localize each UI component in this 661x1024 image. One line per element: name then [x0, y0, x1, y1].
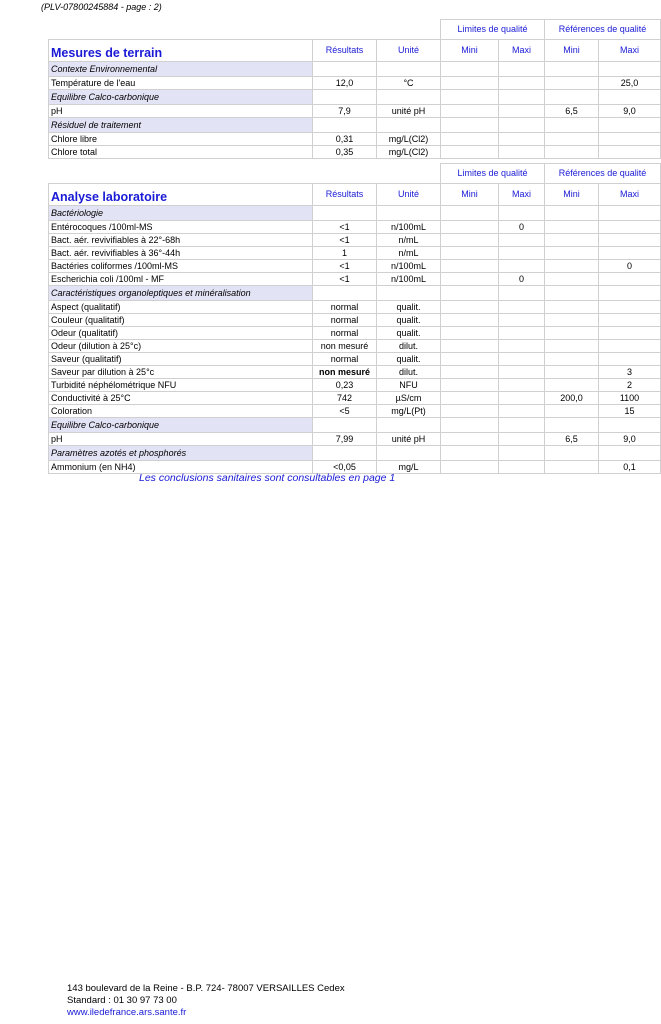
unit-value: n/100mL — [377, 273, 441, 286]
reference-min-value — [545, 314, 599, 327]
limit-min-column-header: Mini — [441, 40, 499, 62]
parameter-name: Bactéries coliformes /100ml-MS — [49, 260, 313, 273]
unit-value: n/100mL — [377, 260, 441, 273]
empty-cell — [313, 206, 377, 221]
limit-min-value — [441, 314, 499, 327]
category-label: Paramètres azotés et phosphorés — [49, 446, 313, 461]
unit-value: n/mL — [377, 234, 441, 247]
category-label: Equilibre Calco-carbonique — [49, 418, 313, 433]
empty-cell — [377, 118, 441, 133]
limit-max-value — [499, 353, 545, 366]
limits-header-row — [49, 20, 661, 40]
reference-min-value: 6,5 — [545, 433, 599, 446]
reference-max-value — [599, 133, 661, 146]
limit-min-value — [441, 379, 499, 392]
empty-cell — [599, 418, 661, 433]
reference-max-value: 9,0 — [599, 433, 661, 446]
limit-max-value — [499, 379, 545, 392]
unit-column-header: Unité — [377, 184, 441, 206]
empty-cell — [441, 286, 499, 301]
limit-max-value: 0 — [499, 273, 545, 286]
reference-min-value — [545, 379, 599, 392]
result-value: 742 — [313, 392, 377, 405]
unit-value: mg/L(Cl2) — [377, 146, 441, 159]
limit-min-value — [441, 340, 499, 353]
empty-cell — [499, 446, 545, 461]
empty-cell — [313, 118, 377, 133]
category-row — [49, 206, 661, 221]
unit-value: qualit. — [377, 301, 441, 314]
results-column-header: Résultats — [313, 184, 377, 206]
limit-min-value — [441, 392, 499, 405]
parameter-name: Entérocoques /100ml-MS — [49, 221, 313, 234]
reference-min-value: 200,0 — [545, 392, 599, 405]
result-value: 1 — [313, 247, 377, 260]
unit-value: µS/cm — [377, 392, 441, 405]
result-value: <0,05 — [313, 461, 377, 474]
reference-min-value — [545, 260, 599, 273]
reference-max-value — [599, 301, 661, 314]
limits-header-row — [49, 164, 661, 184]
empty-cell — [441, 446, 499, 461]
limit-max-value — [499, 433, 545, 446]
limit-min-value — [441, 301, 499, 314]
empty-cell — [441, 418, 499, 433]
result-value: <1 — [313, 260, 377, 273]
parameter-name: Température de l'eau — [49, 77, 313, 90]
category-label: Contexte Environnemental — [49, 62, 313, 77]
table-row — [49, 301, 661, 314]
results-column-header: Résultats — [313, 40, 377, 62]
reference-min-value — [545, 327, 599, 340]
reference-max-value — [599, 273, 661, 286]
table-row — [49, 105, 661, 118]
table-row — [49, 234, 661, 247]
result-value: 0,35 — [313, 146, 377, 159]
empty-cell — [499, 62, 545, 77]
unit-value: qualit. — [377, 327, 441, 340]
table-row — [49, 392, 661, 405]
empty-cell — [377, 286, 441, 301]
footer-website-link[interactable]: www.iledefrance.ars.sante.fr — [67, 1007, 187, 1018]
limit-min-value — [441, 327, 499, 340]
limit-max-column-header: Maxi — [499, 184, 545, 206]
empty-cell — [545, 90, 599, 105]
reference-max-value — [599, 327, 661, 340]
limit-max-value — [499, 392, 545, 405]
quality-references-header: Références de qualité — [545, 20, 661, 40]
category-row — [49, 62, 661, 77]
blank-cell — [313, 20, 377, 40]
parameter-name: Chlore libre — [49, 133, 313, 146]
unit-value: dilut. — [377, 366, 441, 379]
reference-min-value — [545, 221, 599, 234]
table-row — [49, 366, 661, 379]
section-title: Mesures de terrain — [49, 40, 313, 62]
empty-cell — [441, 62, 499, 77]
footer — [67, 983, 345, 1019]
reference-max-value — [599, 146, 661, 159]
limit-min-value — [441, 405, 499, 418]
conclusion-note: Les conclusions sanitaires sont consultables en page 1 — [139, 472, 396, 484]
limit-min-value — [441, 353, 499, 366]
limit-min-value — [441, 133, 499, 146]
category-label: Résiduel de traitement — [49, 118, 313, 133]
reference-min-value — [545, 146, 599, 159]
limit-max-value — [499, 77, 545, 90]
limit-min-value — [441, 146, 499, 159]
parameter-name: pH — [49, 105, 313, 118]
parameter-name: Bact. aér. revivifiables à 22°-68h — [49, 234, 313, 247]
category-row — [49, 90, 661, 105]
blank-cell — [377, 164, 441, 184]
table-row — [49, 327, 661, 340]
footer-phone: Standard : 01 30 97 73 00 — [67, 995, 177, 1006]
table-row — [49, 221, 661, 234]
result-value: normal — [313, 314, 377, 327]
reference-min-value — [545, 405, 599, 418]
empty-cell — [599, 62, 661, 77]
category-row — [49, 446, 661, 461]
empty-cell — [377, 90, 441, 105]
limit-max-value — [499, 301, 545, 314]
reference-min-value — [545, 247, 599, 260]
category-row — [49, 286, 661, 301]
category-label: Bactériologie — [49, 206, 313, 221]
parameter-name: Coloration — [49, 405, 313, 418]
empty-cell — [441, 118, 499, 133]
limit-max-value — [499, 105, 545, 118]
table-row — [49, 260, 661, 273]
limit-max-value — [499, 405, 545, 418]
section-header-row — [49, 40, 661, 62]
reference-min-value — [545, 133, 599, 146]
empty-cell — [545, 206, 599, 221]
unit-value: unité pH — [377, 105, 441, 118]
empty-cell — [313, 418, 377, 433]
footer-address: 143 boulevard de la Reine - B.P. 724- 78007 VERSAILLES Cedex — [67, 983, 345, 994]
unit-value: mg/L — [377, 461, 441, 474]
limit-min-value — [441, 366, 499, 379]
limit-min-value — [441, 260, 499, 273]
unit-value: dilut. — [377, 340, 441, 353]
empty-cell — [377, 418, 441, 433]
result-value: 7,99 — [313, 433, 377, 446]
table-row — [49, 340, 661, 353]
unit-column-header: Unité — [377, 40, 441, 62]
empty-cell — [599, 90, 661, 105]
category-row — [49, 418, 661, 433]
empty-cell — [599, 286, 661, 301]
unit-value: unité pH — [377, 433, 441, 446]
table-row — [49, 379, 661, 392]
empty-cell — [545, 418, 599, 433]
category-label: Equilibre Calco-carbonique — [49, 90, 313, 105]
reference-max-value: 1100 — [599, 392, 661, 405]
reference-min-value — [545, 77, 599, 90]
empty-cell — [599, 446, 661, 461]
parameter-name: Conductivité à 25°C — [49, 392, 313, 405]
reference-min-value — [545, 301, 599, 314]
table-row — [49, 405, 661, 418]
empty-cell — [313, 62, 377, 77]
section-header-row — [49, 184, 661, 206]
table-row — [49, 273, 661, 286]
limit-min-value — [441, 433, 499, 446]
table-row — [49, 247, 661, 260]
reference-max-value: 9,0 — [599, 105, 661, 118]
limit-max-value — [499, 146, 545, 159]
unit-value: n/mL — [377, 247, 441, 260]
result-value: <1 — [313, 234, 377, 247]
section-title: Analyse laboratoire — [49, 184, 313, 206]
parameter-name: Turbidité néphélométrique NFU — [49, 379, 313, 392]
reference-max-value: 0 — [599, 260, 661, 273]
quality-limits-header: Limites de qualité — [441, 20, 545, 40]
limit-min-value — [441, 461, 499, 474]
limit-min-value — [441, 105, 499, 118]
empty-cell — [545, 118, 599, 133]
limit-min-value — [441, 221, 499, 234]
empty-cell — [545, 446, 599, 461]
table-row — [49, 146, 661, 159]
reference-min-column-header: Mini — [545, 184, 599, 206]
unit-value: qualit. — [377, 314, 441, 327]
parameter-name: pH — [49, 433, 313, 446]
reference-min-value — [545, 273, 599, 286]
parameter-name: Chlore total — [49, 146, 313, 159]
reference-max-value — [599, 353, 661, 366]
blank-cell — [49, 164, 313, 184]
parameter-name: Aspect (qualitatif) — [49, 301, 313, 314]
limit-min-value — [441, 77, 499, 90]
result-value: 7,9 — [313, 105, 377, 118]
empty-cell — [313, 286, 377, 301]
limit-max-value — [499, 461, 545, 474]
quality-limits-header: Limites de qualité — [441, 164, 545, 184]
empty-cell — [599, 206, 661, 221]
unit-value: qualit. — [377, 353, 441, 366]
reference-max-column-header: Maxi — [599, 40, 661, 62]
reference-max-value: 0,1 — [599, 461, 661, 474]
result-value: normal — [313, 353, 377, 366]
limit-max-value — [499, 366, 545, 379]
limit-max-value — [499, 234, 545, 247]
blank-cell — [313, 164, 377, 184]
result-value: <1 — [313, 273, 377, 286]
table-row — [49, 133, 661, 146]
limit-max-value — [499, 247, 545, 260]
empty-cell — [499, 118, 545, 133]
empty-cell — [499, 286, 545, 301]
result-value: non mesuré — [313, 366, 377, 379]
empty-cell — [499, 90, 545, 105]
limit-min-value — [441, 247, 499, 260]
limit-max-value — [499, 260, 545, 273]
empty-cell — [441, 206, 499, 221]
reference-max-value: 25,0 — [599, 77, 661, 90]
category-label: Caractéristiques organoleptiques et minéralisation — [49, 286, 313, 301]
terrain-measures-table — [48, 19, 661, 159]
result-value: 0,23 — [313, 379, 377, 392]
parameter-name: Escherichia coli /100ml - MF — [49, 273, 313, 286]
empty-cell — [377, 446, 441, 461]
empty-cell — [545, 286, 599, 301]
result-value: normal — [313, 301, 377, 314]
category-row — [49, 118, 661, 133]
table-row — [49, 314, 661, 327]
parameter-name: Bact. aér. revivifiables à 36°-44h — [49, 247, 313, 260]
page-reference: (PLV-07800245884 - page : 2) — [41, 2, 162, 12]
empty-cell — [377, 206, 441, 221]
limit-max-value — [499, 314, 545, 327]
limit-max-value — [499, 133, 545, 146]
reference-max-value: 15 — [599, 405, 661, 418]
unit-value: NFU — [377, 379, 441, 392]
table-row — [49, 433, 661, 446]
result-value: non mesuré — [313, 340, 377, 353]
reference-min-value — [545, 234, 599, 247]
empty-cell — [545, 62, 599, 77]
empty-cell — [599, 118, 661, 133]
limit-max-value: 0 — [499, 221, 545, 234]
reference-max-value — [599, 340, 661, 353]
empty-cell — [499, 206, 545, 221]
limit-min-column-header: Mini — [441, 184, 499, 206]
parameter-name: Ammonium (en NH4) — [49, 461, 313, 474]
blank-cell — [377, 20, 441, 40]
table-row — [49, 77, 661, 90]
reference-min-value — [545, 366, 599, 379]
empty-cell — [441, 90, 499, 105]
table-row — [49, 353, 661, 366]
result-value: <1 — [313, 221, 377, 234]
reference-min-value — [545, 461, 599, 474]
reference-min-value — [545, 353, 599, 366]
reference-max-value: 3 — [599, 366, 661, 379]
limit-max-column-header: Maxi — [499, 40, 545, 62]
unit-value: mg/L(Pt) — [377, 405, 441, 418]
parameter-name: Saveur (qualitatif) — [49, 353, 313, 366]
reference-min-value: 6,5 — [545, 105, 599, 118]
empty-cell — [313, 90, 377, 105]
empty-cell — [377, 62, 441, 77]
limit-max-value — [499, 340, 545, 353]
unit-value: n/100mL — [377, 221, 441, 234]
reference-max-value — [599, 314, 661, 327]
unit-value: mg/L(Cl2) — [377, 133, 441, 146]
result-value: normal — [313, 327, 377, 340]
reference-max-value — [599, 234, 661, 247]
quality-references-header: Références de qualité — [545, 164, 661, 184]
parameter-name: Couleur (qualitatif) — [49, 314, 313, 327]
parameter-name: Odeur (qualitatif) — [49, 327, 313, 340]
result-value: 0,31 — [313, 133, 377, 146]
empty-cell — [499, 418, 545, 433]
parameter-name: Saveur par dilution à 25°c — [49, 366, 313, 379]
empty-cell — [313, 446, 377, 461]
unit-value: °C — [377, 77, 441, 90]
limit-max-value — [499, 327, 545, 340]
result-value: 12,0 — [313, 77, 377, 90]
reference-min-column-header: Mini — [545, 40, 599, 62]
reference-max-value — [599, 221, 661, 234]
laboratory-analysis-table — [48, 163, 661, 474]
result-value: <5 — [313, 405, 377, 418]
reference-max-column-header: Maxi — [599, 184, 661, 206]
parameter-name: Odeur (dilution à 25°c) — [49, 340, 313, 353]
reference-min-value — [545, 340, 599, 353]
reference-max-value: 2 — [599, 379, 661, 392]
blank-cell — [49, 20, 313, 40]
reference-max-value — [599, 247, 661, 260]
limit-min-value — [441, 273, 499, 286]
limit-min-value — [441, 234, 499, 247]
